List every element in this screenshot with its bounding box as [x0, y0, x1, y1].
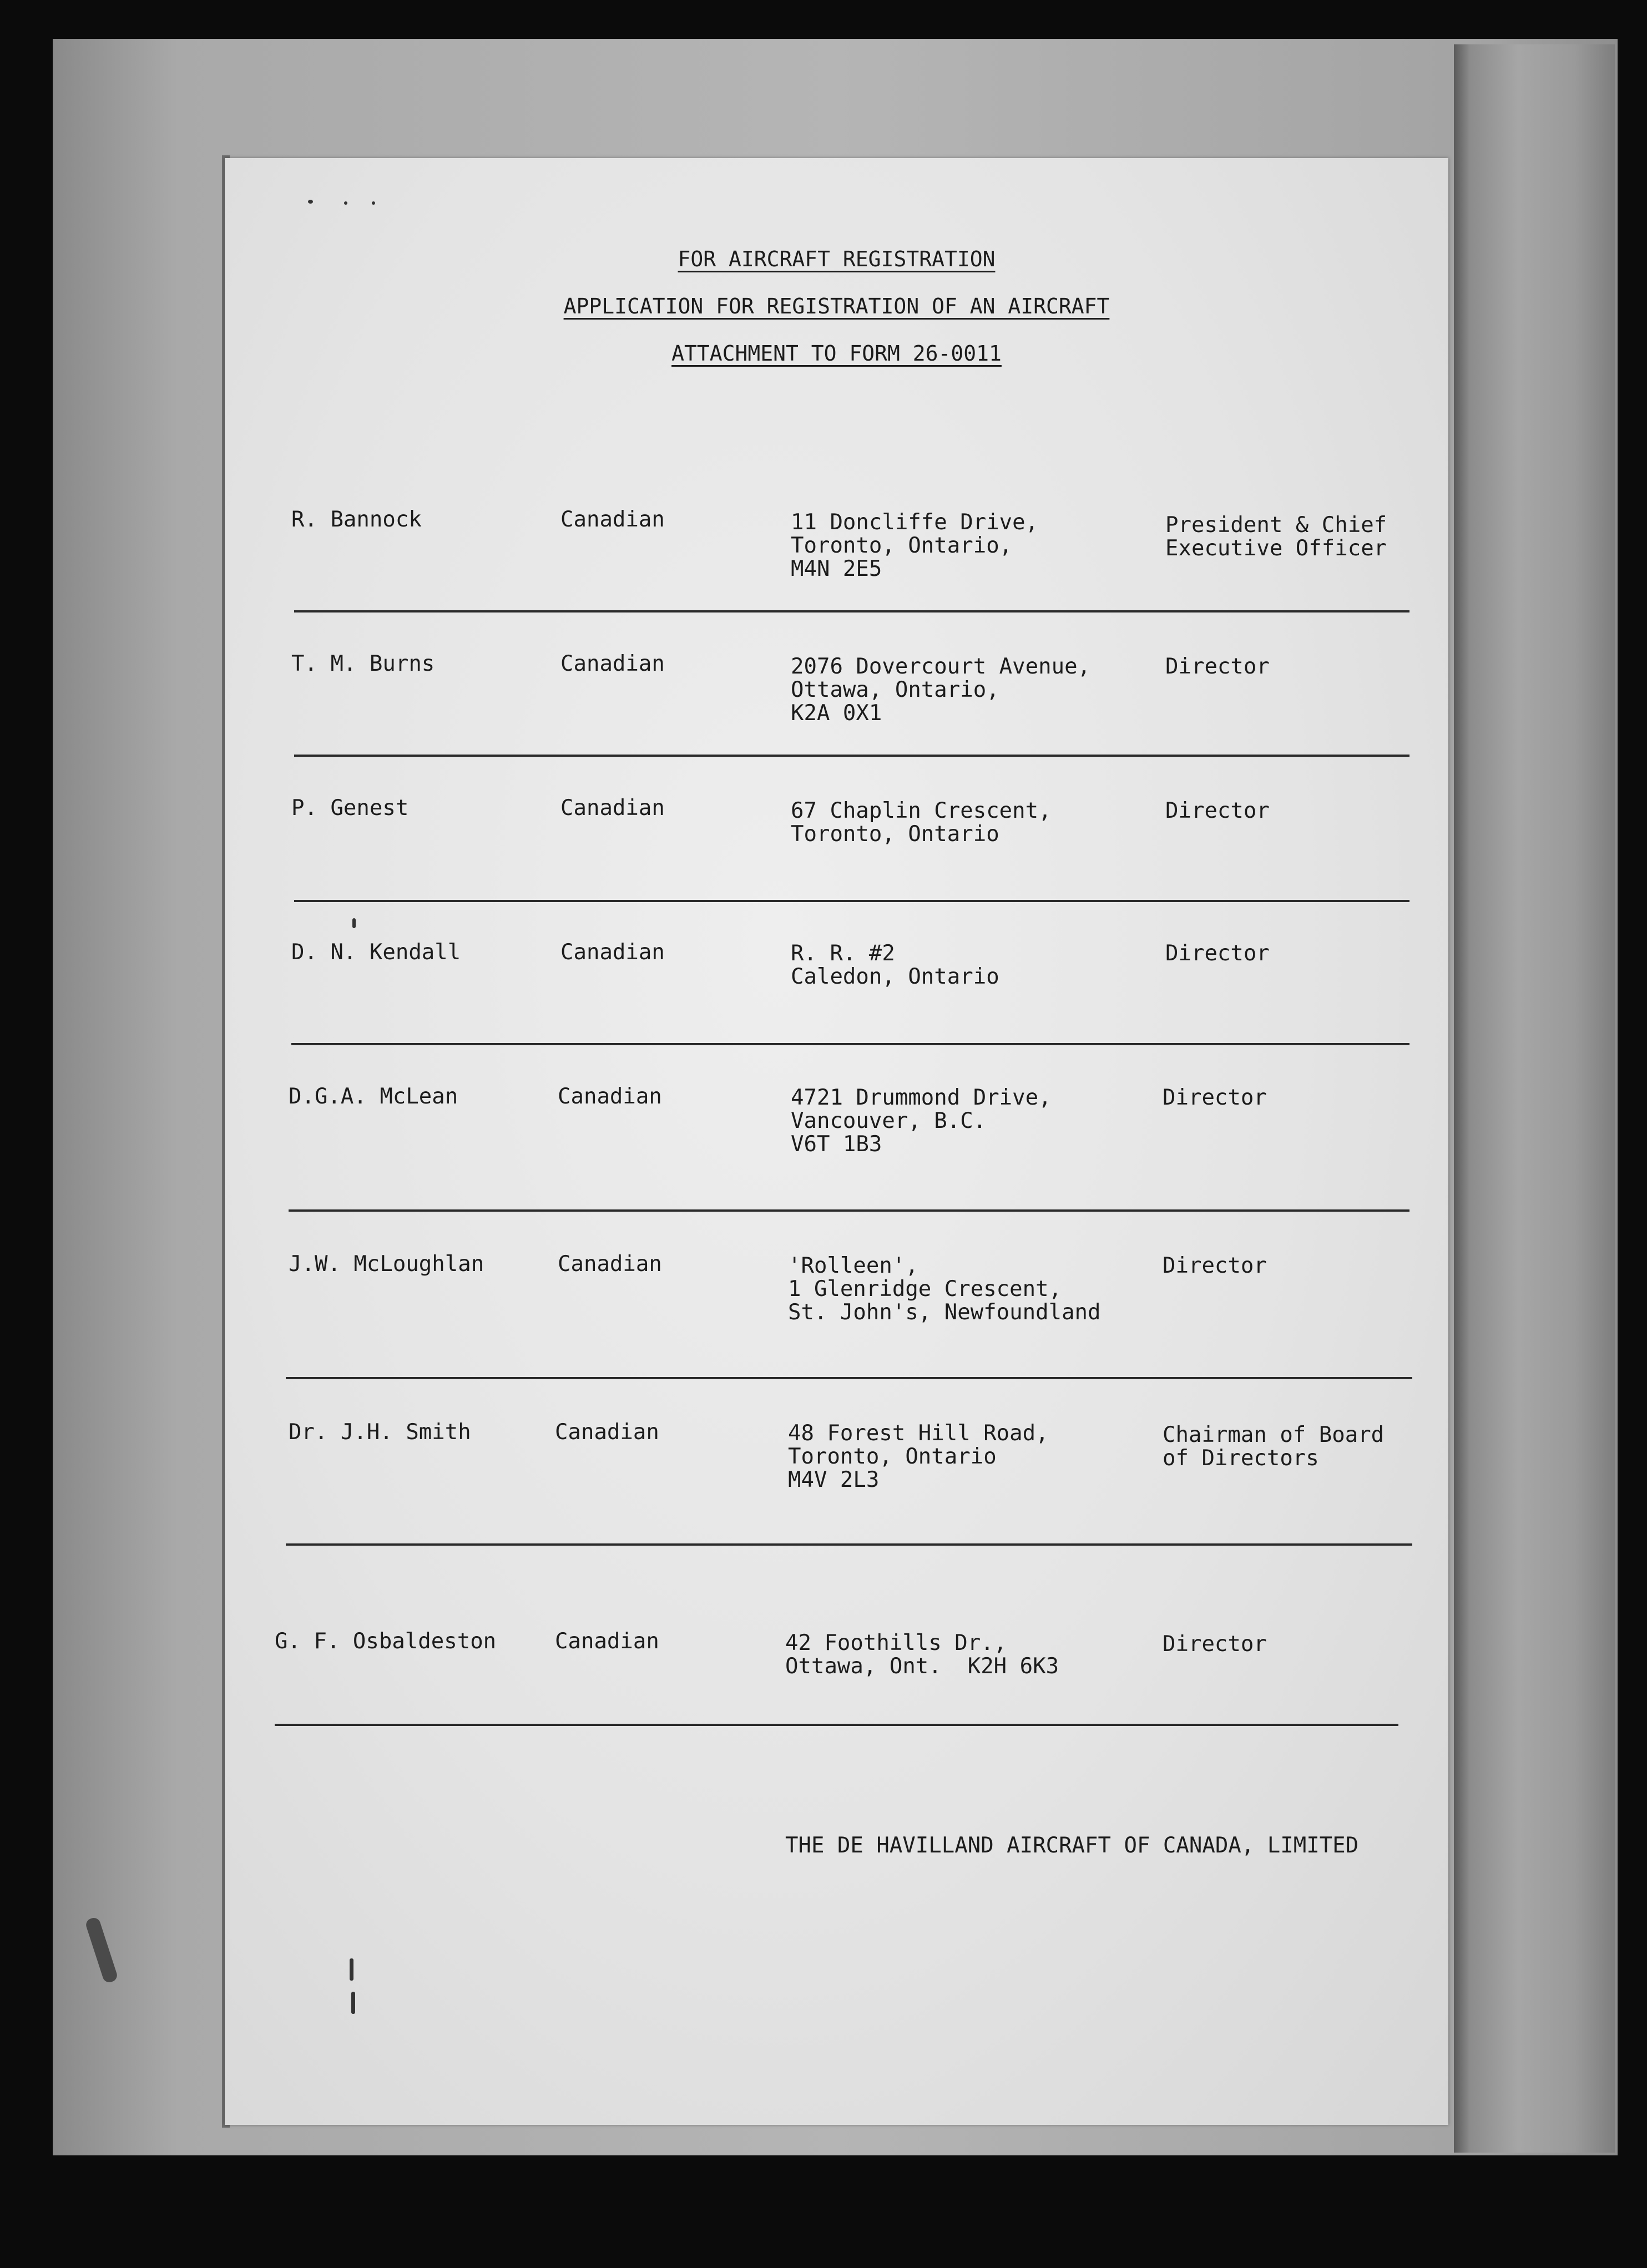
entry-name: R. Bannock	[291, 507, 422, 532]
binding-strip	[1454, 44, 1615, 2153]
entry-address-line: 4721 Drummond Drive,	[791, 1085, 1052, 1110]
entry-name: G. F. Osbaldeston	[275, 1629, 497, 1654]
entry-address-line: K2A 0X1	[791, 701, 882, 726]
row-divider	[294, 755, 1409, 757]
entry-address-line: R. R. #2	[791, 941, 895, 966]
entry-position-line: of Directors	[1163, 1446, 1319, 1471]
entry-position-line: Executive Officer	[1165, 536, 1387, 561]
entry-address-line: 42 Foothills Dr.,	[785, 1631, 1007, 1656]
entry-address-line: 2076 Dovercourt Avenue,	[791, 654, 1091, 679]
entry-nationality: Canadian	[560, 940, 665, 965]
company-name: THE DE HAVILLAND AIRCRAFT OF CANADA, LIMITED	[785, 1833, 1359, 1858]
entry-address-line: M4N 2E5	[791, 556, 882, 581]
scan-speck	[344, 201, 347, 205]
entry-address-line: Ottawa, Ontario,	[791, 677, 999, 702]
entry-nationality: Canadian	[560, 651, 665, 676]
entry-nationality: Canadian	[558, 1252, 662, 1277]
entry-address-line: Toronto, Ontario,	[791, 533, 1013, 558]
entry-address-line: Toronto, Ontario	[791, 822, 999, 847]
entry-position-line: Director	[1163, 1632, 1267, 1657]
entry-nationality: Canadian	[555, 1629, 659, 1654]
entry-nationality: Canadian	[560, 507, 665, 532]
entry-nationality: Canadian	[560, 796, 665, 821]
entry-address-line: St. John's, Newfoundland	[788, 1300, 1101, 1325]
heading-application: APPLICATION FOR REGISTRATION OF AN AIRCRAFT	[563, 294, 1110, 318]
entry-position-line: Director	[1165, 654, 1270, 679]
entry-address-line: Ottawa, Ont. K2H 6K3	[785, 1654, 1059, 1679]
scan-speck	[350, 1958, 353, 1981]
entry-address-line: M4V 2L3	[788, 1467, 880, 1492]
row-divider	[291, 1043, 1409, 1045]
entry-address-line: Toronto, Ontario	[788, 1444, 997, 1469]
entry-address-line: 'Rolleen',	[788, 1253, 918, 1278]
row-divider	[289, 1209, 1409, 1212]
entry-address-line: Caledon, Ontario	[791, 964, 999, 989]
entry-position-line: President & Chief	[1165, 513, 1387, 538]
row-divider	[286, 1543, 1412, 1546]
entry-name: D.G.A. McLean	[289, 1084, 458, 1109]
heading-for-aircraft-registration: FOR AIRCRAFT REGISTRATION	[678, 247, 996, 271]
row-divider	[275, 1724, 1398, 1726]
entry-address-line: 67 Chaplin Crescent,	[791, 798, 1052, 823]
entry-name: Dr. J.H. Smith	[289, 1420, 471, 1445]
entry-position-line: Director	[1163, 1085, 1267, 1110]
entry-position-line: Director	[1165, 941, 1270, 966]
row-divider	[294, 900, 1409, 902]
entry-nationality: Canadian	[558, 1084, 662, 1109]
entry-address-line: 11 Doncliffe Drive,	[791, 510, 1039, 535]
scan-speck	[372, 201, 375, 205]
row-divider	[294, 610, 1409, 612]
document-page	[225, 158, 1448, 2125]
entry-address-line: 1 Glenridge Crescent,	[788, 1277, 1062, 1302]
entry-name: D. N. Kendall	[291, 940, 461, 965]
entry-nationality: Canadian	[555, 1420, 659, 1445]
entry-address-line: Vancouver, B.C.	[791, 1108, 987, 1133]
scan-speck	[352, 918, 356, 928]
scan-speck	[351, 1992, 355, 2014]
scan-speck	[308, 200, 313, 204]
heading-attachment: ATTACHMENT TO FORM 26-0011	[671, 341, 1002, 366]
row-divider	[286, 1377, 1412, 1379]
entry-address-line: 48 Forest Hill Road,	[788, 1421, 1049, 1446]
entry-name: J.W. McLoughlan	[289, 1252, 484, 1277]
entry-position-line: Director	[1165, 798, 1270, 823]
entry-position-line: Chairman of Board	[1163, 1422, 1385, 1447]
entry-address-line: V6T 1B3	[791, 1132, 882, 1157]
entry-name: P. Genest	[291, 796, 409, 821]
entry-position-line: Director	[1163, 1253, 1267, 1278]
entry-name: T. M. Burns	[291, 651, 435, 676]
